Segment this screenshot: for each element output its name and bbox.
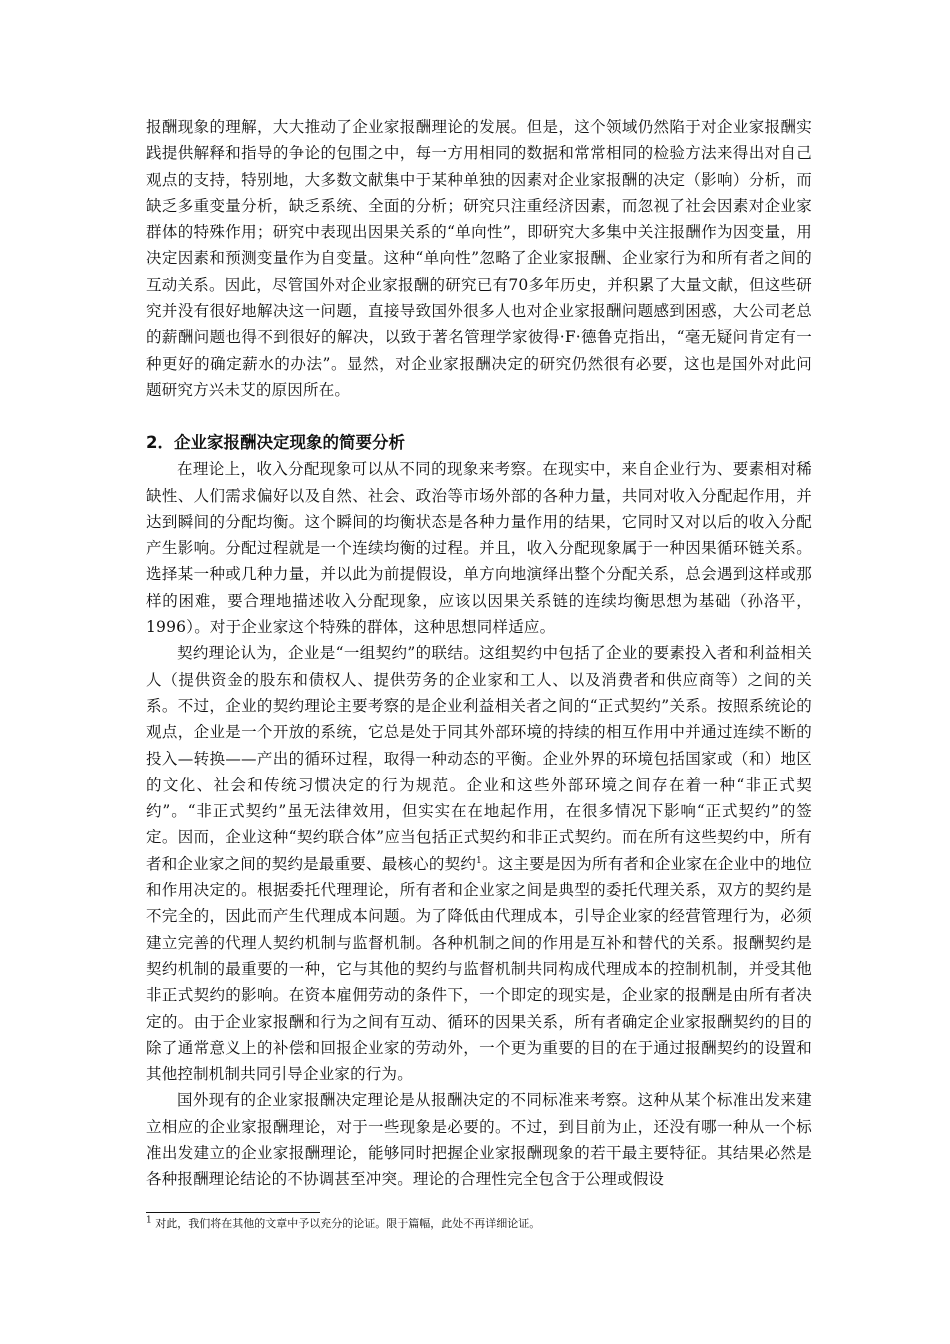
footnote (146, 1216, 812, 1232)
paragraph-continued: 报酬现象的理解，大大推动了企业家报酬理论的发展。但是，这个领域仍然陷于对企业家报酬实践提供解释和指导的争论的包围之中，每一方用相同的数据和常常相同的检验方法来得出对自己观点的支持，特别地，大多数文献集中于某种单独的因素对企业家报酬的决定（影响）分析，而缺乏多重变量分析，缺乏系统、全面的分析；研究只注重经济因素，而忽视了社会因素对企业家群体的特殊作用；研究中表现出因果关系的“单向性”，即研究大多集中关注报酬作为因变量，用决定因素和预测变量作为自变量。这种“单向性”忽略了企业家报酬、企业家行为和所有者之间的互动关系。因此，尽管国外对企业家报酬的研究已有70多年历史，并积累了大量文献，但这些研究并没有很好地解决这一问题，直接导致国外很多人也对企业家报酬问题感到困惑，大公司老总的薪酬问题也得不到很好的解决，以致于著名管理学家彼得·F·德鲁克指出，“毫无疑问肯定有一种更好的确定薪水的办法”。显然，对企业家报酬决定的研究仍然很有必要，这也是国外对此问题研究方兴未艾的原因所在。 (146, 118, 812, 399)
paragraph-distribution: 在理论上，收入分配现象可以从不同的现象来考察。在现实中，来自企业行为、要素相对稀缺性、人们需求偏好以及自然、社会、政治等市场外部的各种力量，共同对收入分配起作用，并达到瞬间的分配均衡。这个瞬间的均衡状态是各种力量作用的结果，它同时又对以后的收入分配产生影响。分配过程就是一个连续均衡的过程。并且，收入分配现象属于一种因果循环链关系。选择某一种或几种力量，并以此为前提假设，单方向地演绎出整个分配关系，总会遇到这样或那样的困难，要合理地描述收入分配现象，应该以因果关系链的连续均衡思想为基础（孙洛平，1996）。对于企业家这个特殊的群体，这种思想同样适应。 (146, 460, 812, 637)
footnote-divider (146, 1212, 320, 1213)
paragraph-contract-theory-part1: 契约理论认为，企业是“一组契约”的联结。这组契约中包括了企业的要素投入者和利益相关人（提供资金的股东和债权人、提供劳务的企业家和工人、以及消费者和供应商等）之间的关系。不过，企业的契约理论主要考察的是企业利益相关者之间的“正式契约”关系。按照系统论的观点，企业是一个开放的系统，它总是处于同其外部环境的持续的相互作用中并通过连续不断的投入—转换——产出的循环过程，取得一种动态的平衡。企业外界的环境包括国家或（和）地区的文化、社会和传统习惯决定的行为规范。企业和这些外部环境之间存在着一种“非正式契约”。“非正式契约”虽无法律效用，但实实在在地起作用，在很多情况下影响“正式契约”的签定。因而，企业这种“契约联合体”应当包括正式契约和非正式契约。而在所有这些契约中，所有者和企业家之间的契约是最重要、最核心的契约 (146, 644, 812, 873)
paragraph-contract-theory (146, 640, 812, 1087)
section-heading: 2．企业家报酬决定现象的简要分析 (146, 433, 405, 453)
footnote-reference: 1 (476, 855, 482, 866)
footnote-text: 对此，我们将在其他的文章中予以充分的论证。限于篇幅，此处不再详细论证。 (155, 1217, 541, 1230)
footnote-mark: 1 (146, 1215, 152, 1226)
document-body (146, 114, 812, 1193)
paragraph-foreign-theory: 国外现有的企业家报酬决定理论是从报酬决定的不同标准来考察。这种从某个标准出发来建立相应的企业家报酬理论，对于一些现象是必要的。不过，到目前为止，还没有哪一种从一个标准出发建立的企业家报酬理论，能够同时把握企业家报酬现象的若干最主要特征。其结果必然是各种报酬理论结论的不协调甚至冲突。理论的合理性完全包含于公理或假设 (146, 1091, 812, 1189)
paragraph-contract-theory-part2: 。这主要是因为所有者和企业家在企业中的地位和作用决定的。根据委托代理理论，所有者和企业家之间是典型的委托代理关系，双方的契约是不完全的，因此而产生代理成本问题。为了降低由代理成本，引导企业家的经营管理行为，必须建立完善的代理人契约机制与监督机制。各种机制之间的作用是互补和替代的关系。报酬契约是契约机制的最重要的一种，它与其他的契约与监督机制共同构成代理成本的控制机制，并受其他非正式契约的影响。在资本雇佣劳动的条件下，一个即定的现实是，企业家的报酬是由所有者决定的。由于企业家报酬和行为之间有互动、循环的因果关系，所有者确定企业家报酬契约的目的除了通常意义上的补偿和回报企业家的劳动外，一个更为重要的目的在于通过报酬契约的设置和其他控制机制共同引导企业家的行为。 (146, 854, 812, 1084)
